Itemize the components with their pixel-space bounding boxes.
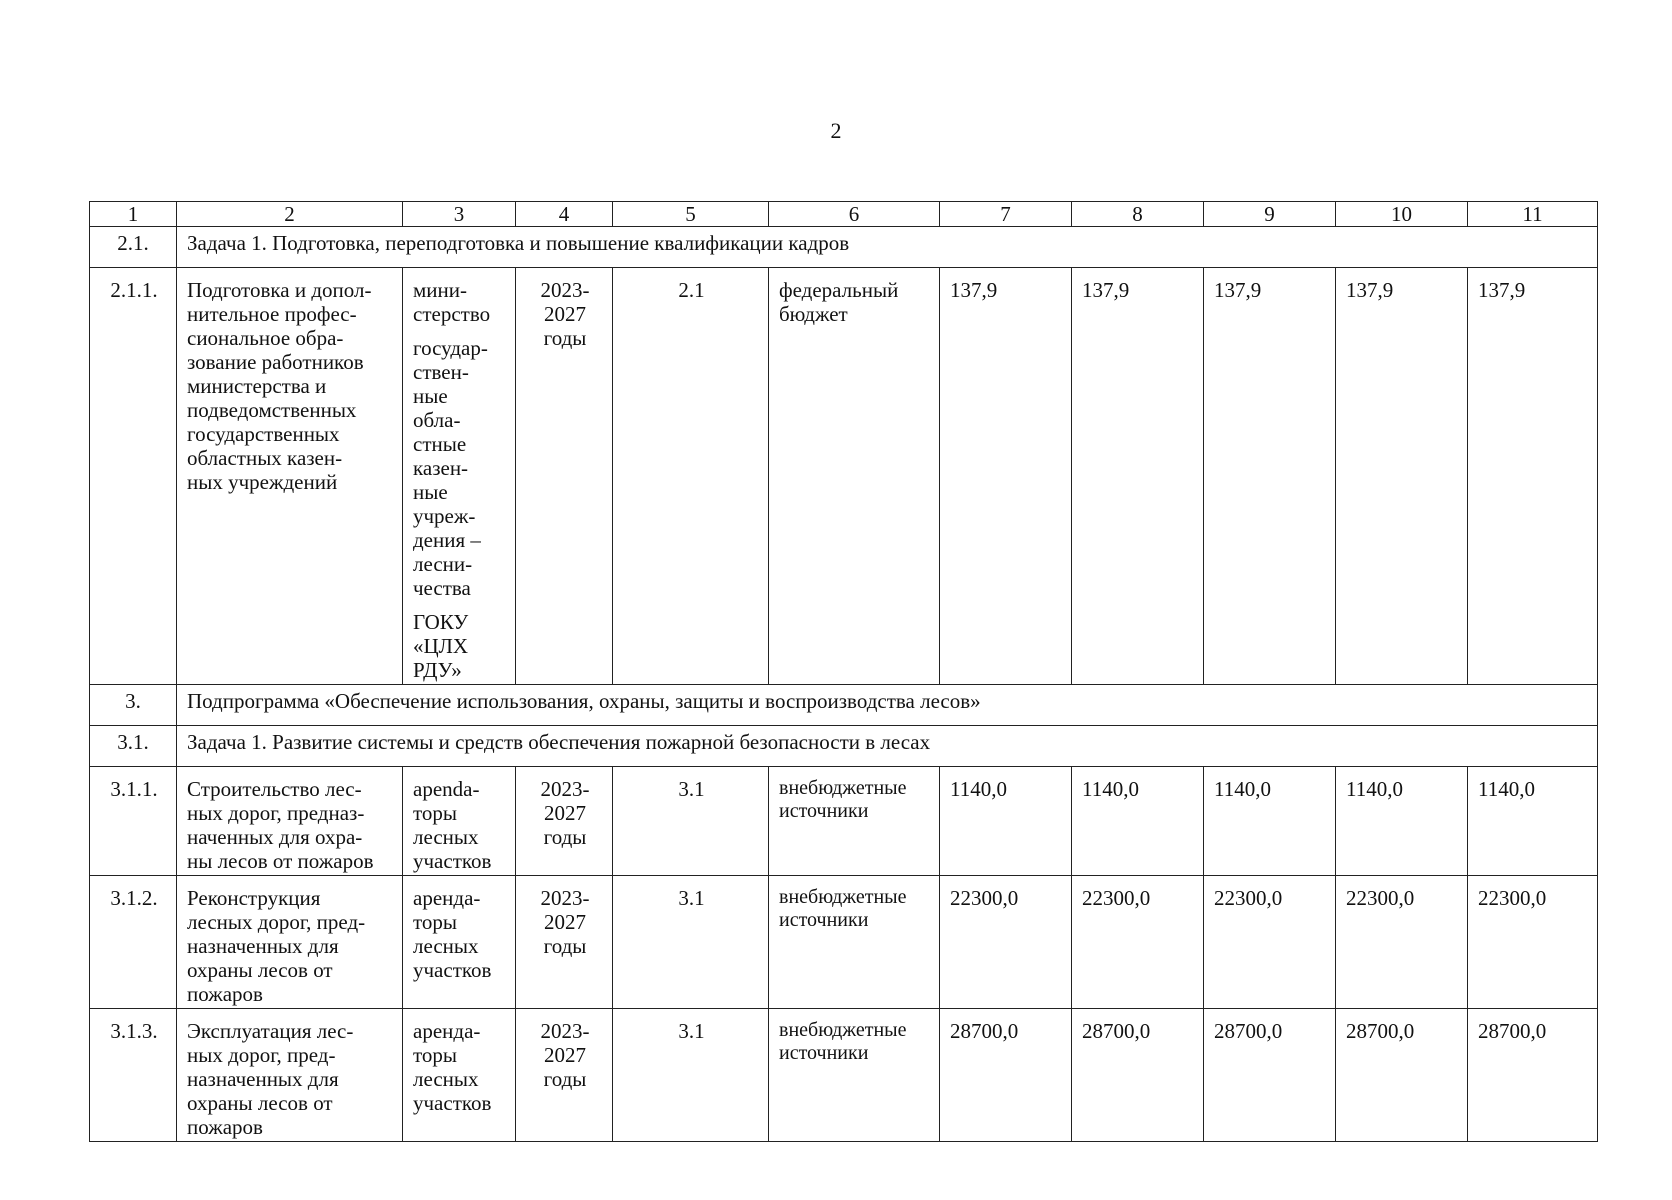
value-cell: 28700,0 <box>1336 1009 1468 1142</box>
column-number: 5 <box>613 202 769 227</box>
column-number: 2 <box>177 202 403 227</box>
column-number: 3 <box>403 202 516 227</box>
column-number: 1 <box>90 202 177 227</box>
row-number: 3.1. <box>90 726 177 767</box>
funding-source: внебюджетные источники <box>769 1009 940 1142</box>
activity-name: Подготовка и допол- нительное профес- сиональное обра- зование работников министерства и подведомственных государственных областных казен- ных учреждений <box>177 268 403 685</box>
row-number: 3.1.2. <box>90 876 177 1009</box>
funding-source: внебюджетные источники <box>769 767 940 876</box>
executor: мини- стерство <box>413 278 491 326</box>
row-number: 3.1.1. <box>90 767 177 876</box>
activity-name: Реконструкция лесных дорог, пред- назначенных для охраны лесов от пожаров <box>177 876 403 1009</box>
section-row-3 <box>90 685 1598 726</box>
value-cell: 137,9 <box>1204 268 1336 685</box>
value-cell: 1140,0 <box>1468 767 1598 876</box>
column-number: 4 <box>516 202 613 227</box>
row-number: 3.1.3. <box>90 1009 177 1142</box>
value-cell: 1140,0 <box>1336 767 1468 876</box>
value-cell: 1140,0 <box>940 767 1072 876</box>
page-number: 2 <box>830 118 842 143</box>
funding-source: федеральный бюджет <box>769 268 940 685</box>
row-number: 2.1.1. <box>90 268 177 685</box>
executor: аренда- торы лесных участков <box>403 876 516 1009</box>
value-cell: 22300,0 <box>1468 876 1598 1009</box>
executor: ГОКУ «ЦЛХ РДУ» <box>413 610 469 682</box>
value-cell: 1140,0 <box>1204 767 1336 876</box>
executor: аренда- торы лесных участков <box>403 1009 516 1142</box>
value-cell: 137,9 <box>940 268 1072 685</box>
indicator-link: 2.1 <box>613 268 769 685</box>
executor: государ- ствен- ные обла- стные казен- ные учреж- дения – лесни- чества <box>413 336 488 600</box>
column-number: 9 <box>1204 202 1336 227</box>
indicator-link: 3.1 <box>613 1009 769 1142</box>
value-cell: 22300,0 <box>1072 876 1204 1009</box>
table-row-2-1-1 <box>90 268 1598 685</box>
program-table <box>89 201 1598 1142</box>
column-number: 7 <box>940 202 1072 227</box>
column-number-row <box>90 202 1598 227</box>
column-number: 10 <box>1336 202 1468 227</box>
value-cell: 137,9 <box>1468 268 1598 685</box>
value-cell: 137,9 <box>1072 268 1204 685</box>
value-cell: 28700,0 <box>1468 1009 1598 1142</box>
column-number: 8 <box>1072 202 1204 227</box>
value-cell: 28700,0 <box>1072 1009 1204 1142</box>
executor: арenda- торы лесных участков <box>403 767 516 876</box>
value-cell: 22300,0 <box>1336 876 1468 1009</box>
funding-source: внебюджетные источники <box>769 876 940 1009</box>
executor-cell <box>403 268 516 685</box>
value-cell: 28700,0 <box>1204 1009 1336 1142</box>
value-cell: 137,9 <box>1336 268 1468 685</box>
section-row-3-1 <box>90 726 1598 767</box>
indicator-link: 3.1 <box>613 767 769 876</box>
indicator-link: 3.1 <box>613 876 769 1009</box>
column-number: 6 <box>769 202 940 227</box>
table-row-3-1-3 <box>90 1009 1598 1142</box>
task-title: Задача 1. Подготовка, переподготовка и повышение квалификации кадров <box>177 227 1598 268</box>
period: 2023- 2027 годы <box>516 876 613 1009</box>
table-row-3-1-2 <box>90 876 1598 1009</box>
value-cell: 22300,0 <box>1204 876 1336 1009</box>
task-title: Задача 1. Развитие системы и средств обеспечения пожарной безопасности в лесах <box>177 726 1598 767</box>
activity-name: Эксплуатация лес- ных дорог, пред- назначенных для охраны лесов от пожаров <box>177 1009 403 1142</box>
section-row-2-1 <box>90 227 1598 268</box>
row-number: 2.1. <box>90 227 177 268</box>
table-row-3-1-1 <box>90 767 1598 876</box>
activity-name: Строительство лес- ных дорог, предназ- наченных для охра- ны лесов от пожаров <box>177 767 403 876</box>
value-cell: 22300,0 <box>940 876 1072 1009</box>
period: 2023- 2027 годы <box>516 767 613 876</box>
subprogram-title: Подпрограмма «Обеспечение использования, охраны, защиты и воспроизводства лесов» <box>177 685 1598 726</box>
value-cell: 28700,0 <box>940 1009 1072 1142</box>
value-cell: 1140,0 <box>1072 767 1204 876</box>
period: 2023- 2027 годы <box>516 1009 613 1142</box>
row-number: 3. <box>90 685 177 726</box>
period: 2023- 2027 годы <box>516 268 613 685</box>
column-number: 11 <box>1468 202 1598 227</box>
